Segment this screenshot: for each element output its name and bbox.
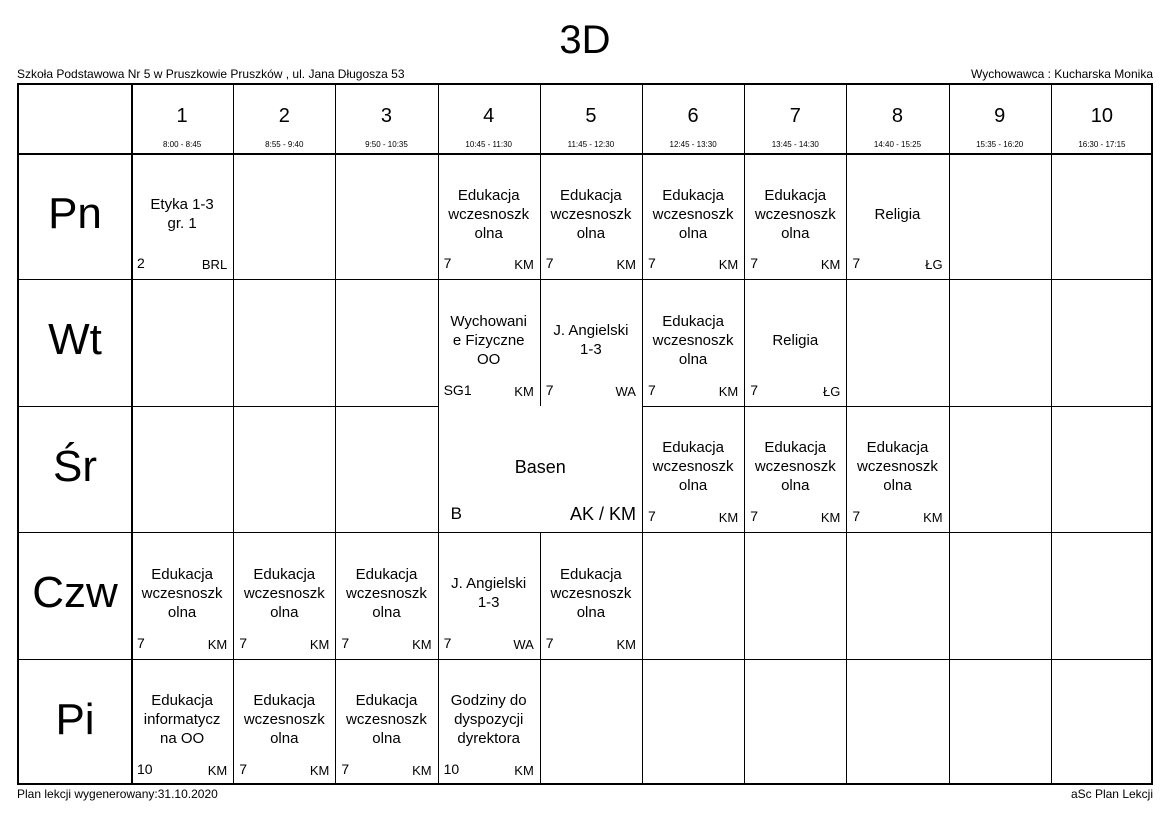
- lesson-subject: [642, 186, 744, 243]
- lesson-cell: [131, 659, 233, 785]
- lesson-subject-line: Religia: [874, 205, 921, 223]
- lesson-subject-line: wczesnoszk: [448, 205, 530, 223]
- lesson-teacher: KM: [412, 636, 432, 652]
- lesson-subject-line: olna: [678, 350, 708, 368]
- lesson-subject-line: olna: [576, 224, 606, 242]
- lesson-subject: [233, 565, 335, 622]
- period-number: 4: [483, 105, 495, 127]
- lesson-teacher: KM: [207, 636, 228, 652]
- lesson-subject-line: wczesnoszk: [346, 584, 427, 602]
- lesson-room: 7: [545, 634, 554, 651]
- lesson-subject: [642, 312, 744, 369]
- lesson-subject-line: Edukacja: [355, 565, 418, 583]
- lesson-cell: [131, 153, 233, 279]
- lesson-subject-line: Edukacja: [866, 439, 929, 457]
- lesson-cell: [438, 153, 540, 279]
- day-label: Czw: [32, 568, 118, 618]
- period-number: 6: [687, 105, 699, 127]
- lesson-subject-line: 1-3: [477, 594, 500, 612]
- lesson-room: 10: [137, 760, 153, 777]
- lesson-teacher: AK / KM: [569, 504, 636, 525]
- lesson-cell: [438, 532, 540, 658]
- lesson-teacher: KM: [412, 762, 432, 778]
- lesson-subject-line: olna: [270, 603, 299, 621]
- lesson-subject: [335, 565, 437, 622]
- lesson-subject: [438, 312, 540, 369]
- lesson-teacher: KM: [718, 383, 739, 399]
- period-time: 10:45 - 11:30: [465, 140, 512, 149]
- lesson-subject-line: wczesnoszk: [243, 711, 325, 729]
- lesson-teacher: WA: [513, 636, 534, 652]
- period-header: [233, 85, 335, 153]
- lesson-room: 7: [239, 760, 247, 777]
- day-label: Pn: [48, 189, 102, 238]
- period-number: 7: [789, 105, 801, 127]
- lesson-teacher: KM: [718, 510, 739, 526]
- lesson-teacher: KM: [514, 383, 534, 399]
- period-number: 3: [380, 105, 393, 127]
- lesson-subject-line: wczesnoszk: [550, 584, 632, 602]
- lesson-teacher: KM: [207, 762, 228, 778]
- lesson-teacher: KM: [923, 510, 943, 526]
- lesson-subject-line: wczesnoszk: [857, 458, 938, 476]
- lesson-subject-line: Edukacja: [560, 565, 622, 583]
- lesson-room: 7: [341, 634, 350, 651]
- lesson-subject-line: dyrektora: [457, 730, 520, 748]
- lesson-cell: [846, 153, 948, 279]
- lesson-cell: [744, 406, 846, 532]
- period-header: [846, 85, 948, 153]
- lesson-subject-line: olna: [474, 224, 503, 242]
- lesson-subject: [439, 458, 642, 477]
- period-time: 11:45 - 12:30: [567, 140, 615, 149]
- day-label: Śr: [53, 441, 97, 491]
- day-label: Wt: [48, 315, 102, 365]
- lesson-subject-line: J. Angielski: [451, 575, 527, 593]
- lesson-room: 7: [852, 255, 861, 272]
- period-header: [642, 85, 744, 153]
- lesson-cell: [438, 279, 540, 405]
- lesson-subject-line: e Fizyczne: [452, 331, 525, 349]
- lesson-subject-line: olna: [167, 603, 197, 621]
- lesson-cell: [233, 659, 335, 785]
- lesson-subject: [131, 565, 233, 622]
- period-time: 9:50 - 10:35: [365, 140, 408, 149]
- lesson-room: 7: [545, 381, 554, 398]
- lesson-cell: [642, 279, 744, 405]
- period-number: 1: [176, 105, 188, 127]
- lesson-cell: [335, 532, 437, 658]
- lesson-subject-line: wczesnoszk: [754, 458, 836, 476]
- lesson-teacher: KM: [616, 636, 636, 652]
- lesson-subject-line: Edukacja: [560, 186, 622, 204]
- lesson-room: 7: [443, 255, 452, 272]
- timetable-grid: [17, 83, 1153, 785]
- lesson-teacher: BRL: [201, 257, 228, 273]
- lesson-room: 7: [648, 255, 656, 272]
- lesson-room: SG1: [443, 381, 472, 398]
- lesson-room: B: [450, 504, 462, 524]
- lesson-subject: [744, 438, 846, 495]
- lesson-room: 2: [137, 255, 145, 272]
- lesson-subject-line: 1-3: [580, 341, 602, 359]
- lesson-subject-line: na OO: [160, 730, 205, 748]
- lesson-room: 7: [648, 508, 656, 525]
- lesson-room: 7: [648, 381, 656, 398]
- lesson-subject-line: Edukacja: [764, 439, 827, 457]
- lesson-teacher: KM: [718, 257, 739, 273]
- lesson-subject-line: Etyka 1-3: [150, 196, 214, 213]
- lesson-cell: [642, 153, 744, 279]
- lesson-subject-line: olna: [372, 730, 401, 748]
- lesson-room: 7: [239, 634, 247, 651]
- period-time: 13:45 - 14:30: [771, 140, 819, 149]
- lesson-subject: [438, 574, 540, 612]
- lesson-teacher: ŁG: [925, 257, 943, 273]
- lesson-subject-line: Basen: [514, 457, 566, 478]
- lesson-teacher: KM: [514, 257, 534, 273]
- class-title: 3D: [559, 18, 611, 62]
- period-header: [1051, 85, 1153, 153]
- lesson-subject-line: wczesnoszk: [346, 711, 427, 729]
- lesson-subject-line: olna: [678, 477, 708, 495]
- lesson-cell: [335, 659, 437, 785]
- lesson-subject-line: Edukacja: [151, 692, 213, 710]
- lesson-subject-line: Religia: [772, 331, 819, 349]
- period-number: 2: [278, 105, 290, 127]
- period-time: 15:35 - 16:20: [976, 140, 1024, 149]
- lesson-teacher: KM: [309, 636, 330, 652]
- lesson-subject: [335, 691, 437, 748]
- app-name: aSc Plan Lekcji: [1070, 787, 1153, 801]
- lesson-subject-line: olna: [372, 603, 401, 621]
- period-number: 5: [585, 105, 597, 127]
- lesson-cell: [744, 153, 846, 279]
- lesson-subject: [131, 691, 233, 748]
- lesson-subject-line: Edukacja: [764, 186, 827, 204]
- lesson-subject-line: wczesnoszk: [652, 205, 734, 223]
- lesson-subject-line: dyspozycji: [454, 711, 524, 729]
- lesson-room: 7: [545, 255, 554, 272]
- lesson-subject-line: OO: [477, 350, 501, 368]
- lesson-cell: [233, 532, 335, 658]
- period-time: 8:00 - 8:45: [162, 140, 202, 149]
- lesson-subject: [540, 565, 642, 622]
- lesson-subject-line: wczesnoszk: [550, 205, 632, 223]
- lesson-teacher: ŁG: [823, 383, 841, 399]
- lesson-room: 7: [341, 760, 350, 777]
- lesson-cell: [438, 659, 540, 785]
- lesson-subject-line: Edukacja: [253, 692, 316, 710]
- period-header: [744, 85, 846, 153]
- lesson-room: 7: [750, 255, 758, 272]
- lesson-subject: [540, 321, 642, 359]
- lesson-subject-line: J. Angielski: [553, 322, 629, 340]
- period-time: 14:40 - 15:25: [873, 140, 922, 149]
- lesson-cell: [744, 279, 846, 405]
- lesson-subject: [846, 438, 948, 495]
- lesson-subject-line: Edukacja: [253, 565, 316, 583]
- lesson-subject-line: wczesnoszk: [652, 458, 734, 476]
- lesson-cell: [540, 279, 642, 405]
- period-header: [438, 85, 540, 153]
- school-name: Szkoła Podstawowa Nr 5 w Pruszkowie Pruszków , ul. Jana Długosza 53: [17, 67, 405, 81]
- lesson-subject: [744, 331, 846, 350]
- lesson-subject: [744, 186, 846, 243]
- lesson-teacher: KM: [616, 257, 636, 273]
- lesson-room: 7: [852, 508, 861, 525]
- lesson-subject-line: Edukacja: [457, 186, 520, 204]
- period-time: 12:45 - 13:30: [669, 140, 717, 149]
- lesson-teacher: KM: [309, 762, 330, 778]
- lesson-teacher: KM: [820, 257, 841, 273]
- lesson-cell: [131, 532, 233, 658]
- homeroom-teacher: Wychowawca : Kucharska Monika: [971, 67, 1153, 81]
- lesson-subject-line: olna: [781, 477, 810, 495]
- lesson-subject: [438, 186, 540, 243]
- lesson-subject-line: olna: [270, 730, 299, 748]
- period-time: 16:30 - 17:15: [1078, 140, 1126, 149]
- lesson-cell: [642, 406, 744, 532]
- period-number: 9: [994, 105, 1006, 127]
- lesson-subject-line: Wychowani: [450, 312, 527, 330]
- lesson-subject: [131, 195, 233, 233]
- lesson-cell: [846, 406, 948, 532]
- lesson-teacher: KM: [514, 762, 534, 778]
- period-number: 10: [1090, 105, 1114, 127]
- lesson-teacher: WA: [615, 383, 636, 399]
- lesson-subject: [540, 186, 642, 243]
- lesson-room: 7: [443, 634, 452, 651]
- lesson-subject-line: wczesnoszk: [652, 331, 734, 349]
- lesson-room: 7: [137, 634, 145, 651]
- lesson-teacher: KM: [820, 510, 841, 526]
- lesson-subject-line: olna: [678, 224, 708, 242]
- lesson-subject-line: Godziny do: [450, 692, 527, 710]
- lesson-subject-line: wczesnoszk: [141, 584, 223, 602]
- lesson-subject-line: wczesnoszk: [754, 205, 836, 223]
- lesson-subject-line: olna: [781, 224, 810, 242]
- lesson-cell: [540, 532, 642, 658]
- period-time: 8:55 - 9:40: [265, 140, 304, 149]
- lesson-room: 7: [750, 508, 758, 525]
- lesson-subject: [846, 205, 948, 224]
- lesson-subject-line: Edukacja: [662, 439, 724, 457]
- lesson-room: 7: [750, 381, 758, 398]
- period-header: [335, 85, 437, 153]
- grid-vline: [1051, 85, 1052, 783]
- period-header: [131, 85, 233, 153]
- period-header: [949, 85, 1051, 153]
- lesson-subject-line: olna: [883, 477, 912, 495]
- lesson-subject-line: wczesnoszk: [243, 584, 325, 602]
- grid-vline: [949, 85, 950, 783]
- period-header: [540, 85, 642, 153]
- lesson-subject-line: olna: [576, 603, 606, 621]
- lesson-subject: [438, 691, 540, 748]
- lesson-cell: [438, 406, 642, 532]
- lesson-subject-line: informatycz: [143, 711, 221, 729]
- lesson-subject-line: gr. 1: [167, 215, 197, 232]
- lesson-cell: [540, 153, 642, 279]
- lesson-subject: [233, 691, 335, 748]
- lesson-subject-line: Edukacja: [355, 692, 418, 710]
- lesson-subject-line: Edukacja: [151, 565, 213, 583]
- lesson-subject-line: Edukacja: [662, 186, 724, 204]
- period-number: 8: [891, 105, 904, 127]
- lesson-subject-line: Edukacja: [662, 312, 724, 330]
- lesson-subject: [642, 438, 744, 495]
- lesson-room: 10: [443, 760, 460, 777]
- day-label: Pi: [55, 694, 95, 744]
- generated-date: Plan lekcji wygenerowany:31.10.2020: [17, 787, 218, 801]
